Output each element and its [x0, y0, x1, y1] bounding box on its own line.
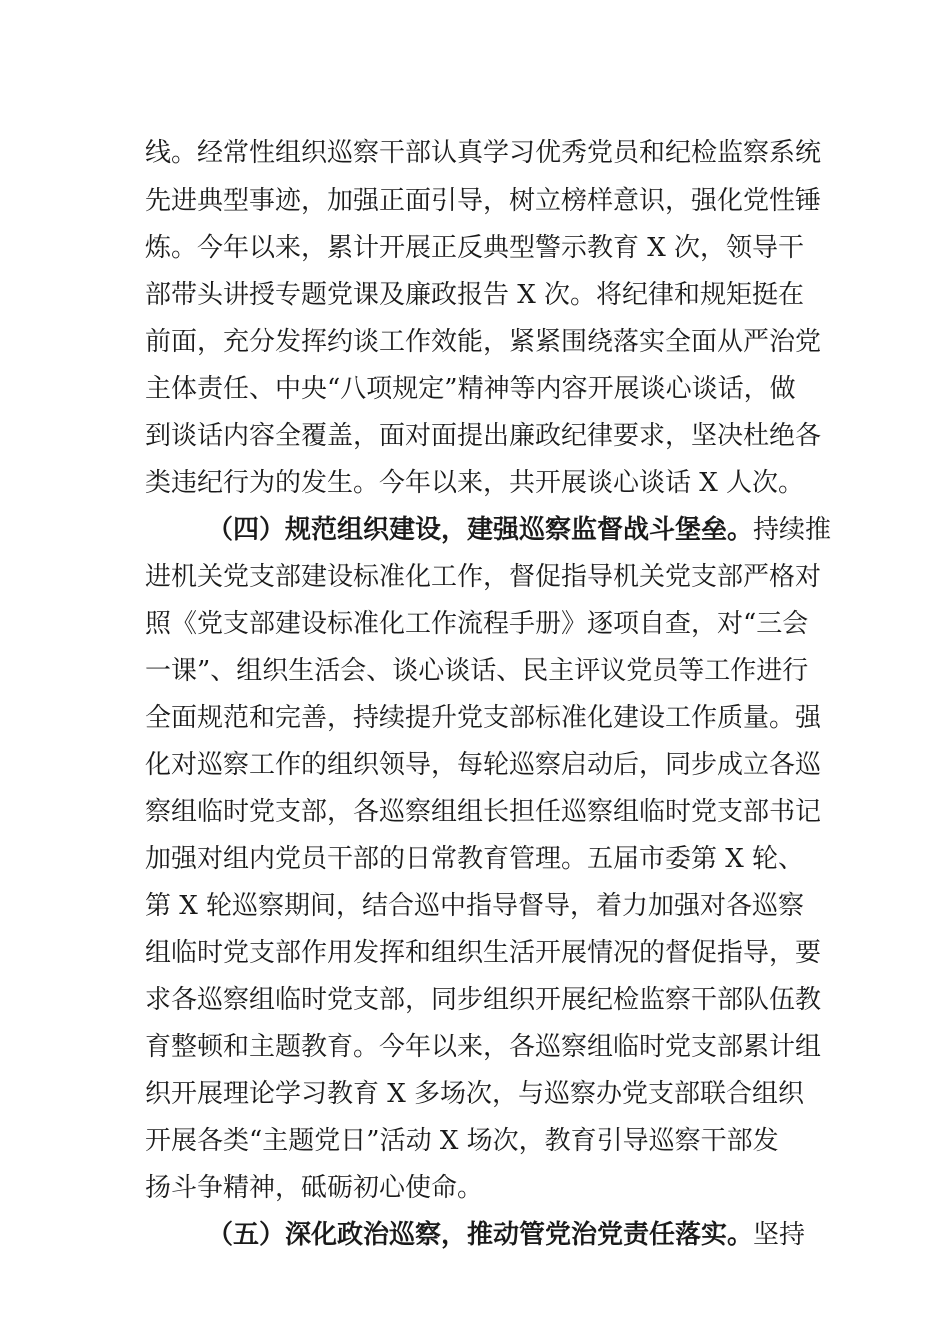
section-4-first-line-rest: 持续推 — [753, 515, 832, 545]
paragraph-line: 组临时党支部作用发挥和组织生活开展情况的督促指导，要 — [145, 938, 822, 968]
paragraph-line: 到谈话内容全覆盖，面对面提出廉政纪律要求，坚决杜绝各 — [145, 421, 822, 451]
section-4-first-line — [207, 504, 832, 556]
paragraph-line: 育整顿和主题教育。今年以来，各巡察组临时党支部累计组 — [145, 1032, 822, 1062]
paragraph-line: 加强对组内党员干部的日常教育管理。五届市委第 X 轮、 — [145, 844, 805, 874]
paragraph-line: 求各巡察组临时党支部，同步组织开展纪检监察干部队伍教 — [145, 985, 822, 1015]
paragraph-line: 照《党支部建设标准化工作流程手册》逐项自查，对“三会 — [145, 609, 809, 639]
paragraph-line: 化对巡察工作的组织领导，每轮巡察启动后，同步成立各巡 — [145, 750, 822, 780]
paragraph-line: 前面，充分发挥约谈工作效能，紧紧围绕落实全面从严治党 — [145, 327, 822, 357]
paragraph-line: 扬斗争精神，砥砺初心使命。 — [145, 1173, 484, 1203]
paragraph-line: 类违纪行为的发生。今年以来，共开展谈心谈话 X 人次。 — [145, 468, 805, 498]
paragraph-line: 一课”、组织生活会、谈心谈话、民主评议党员等工作进行 — [145, 656, 809, 686]
paragraph-line: 进机关党支部建设标准化工作，督促指导机关党支部严格对 — [145, 562, 822, 592]
paragraph-line: 部带头讲授专题党课及廉政报告 X 次。将纪律和规矩挺在 — [145, 280, 805, 310]
paragraph-line: 炼。今年以来，累计开展正反典型警示教育 X 次，领导干 — [145, 233, 805, 263]
paragraph-line: 织开展理论学习教育 X 多场次，与巡察办党支部联合组织 — [145, 1079, 805, 1109]
paragraph-line: 线。经常性组织巡察干部认真学习优秀党员和纪检监察系统 — [145, 138, 822, 168]
paragraph-line: 全面规范和完善，持续提升党支部标准化建设工作质量。强 — [145, 703, 822, 733]
paragraph-line: 察组临时党支部，各巡察组组长担任巡察组临时党支部书记 — [145, 797, 822, 827]
section-5-first-line — [207, 1209, 810, 1261]
section-5-first-line-rest: 坚持 — [753, 1220, 806, 1250]
paragraph-line: 第 X 轮巡察期间，结合巡中指导督导，着力加强对各巡察 — [145, 891, 805, 921]
paragraph-line: 开展各类“主题党日”活动 X 场次，教育引导巡察干部发 — [145, 1126, 779, 1156]
paragraph-line: 先进典型事迹，加强正面引导，树立榜样意识，强化党性锤 — [145, 186, 822, 216]
section-5-heading: （五）深化政治巡察，推动管党治党责任落实。 — [207, 1220, 754, 1250]
paragraph-line: 主体责任、中央“八项规定”精神等内容开展谈心谈话，做 — [145, 374, 796, 404]
section-4-heading: （四）规范组织建设，建强巡察监督战斗堡垒。 — [207, 515, 754, 545]
